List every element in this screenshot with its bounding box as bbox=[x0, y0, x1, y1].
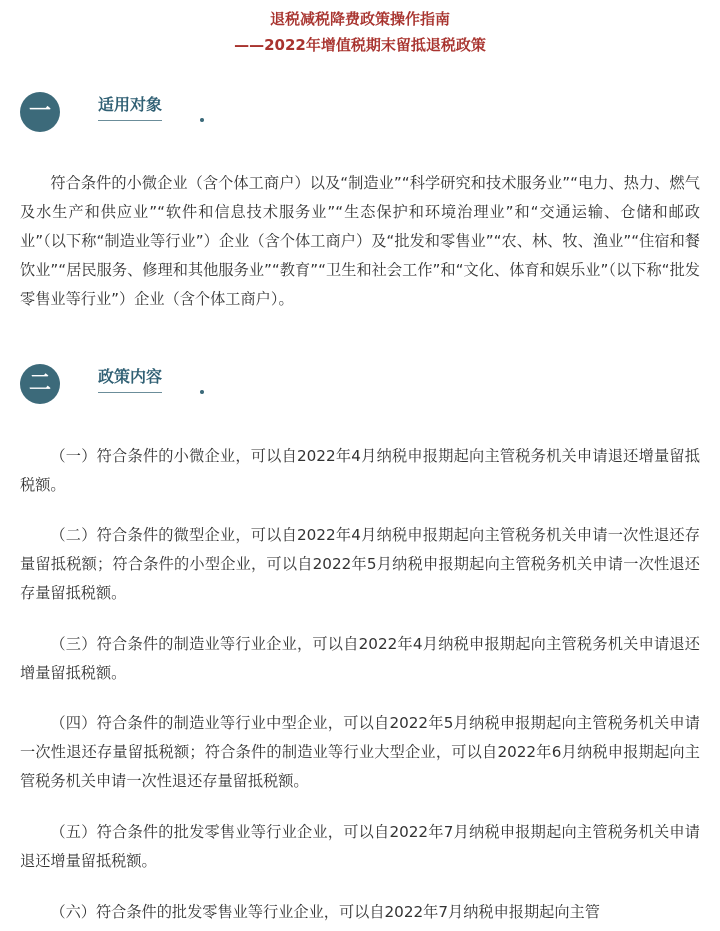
paragraph: （六）符合条件的批发零售业等行业企业，可以自2022年7月纳税申报期起向主管 bbox=[50, 903, 600, 921]
section-number-badge: 一 bbox=[20, 92, 60, 132]
section-number-badge: 二 bbox=[20, 364, 60, 404]
document-title: 退税减税降费政策操作指南 bbox=[269, 10, 450, 28]
paragraph: （二）符合条件的微型企业，可以自2022年4月纳税申报期起向主管税务机关申请一次性退还存量留抵税额；符合条件的小型企业，可以自2022年5月纳税申报期起向主管税务机关申请一次性退还存量留抵税额。 bbox=[20, 526, 700, 602]
section-dot-decoration bbox=[200, 118, 204, 122]
section-heading-applicable-objects bbox=[20, 92, 320, 140]
section-title: 政策内容 bbox=[98, 366, 162, 393]
paragraph: （五）符合条件的批发零售业等行业企业，可以自2022年7月纳税申报期起向主管税务机关申请退还增量留抵税额。 bbox=[20, 823, 700, 870]
section-title: 适用对象 bbox=[98, 94, 162, 121]
paragraph: 符合条件的小微企业（含个体工商户）以及“制造业”“科学研究和技术服务业”“电力、热力、燃气及水生产和供应业”“软件和信息技术服务业”“生态保护和环境治理业”和“交通运输、仓储和邮政业”（以下称“制造业等行业”）企业（含个体工商户）及“批发和零售业”“农、林、牧、渔业”“住宿和餐饮业”“居民服务、修理和其他服务业”“教育”“卫生和社会工作”和“文化、体育和娱乐业”（以下称“批发零售业等行业”）企业（含个体工商户）。 bbox=[20, 174, 700, 308]
section-dot-decoration bbox=[200, 390, 204, 394]
section-heading-policy-content bbox=[20, 364, 320, 412]
paragraph: （四）符合条件的制造业等行业中型企业，可以自2022年5月纳税申报期起向主管税务机关申请一次性退还存量留抵税额；符合条件的制造业等行业大型企业，可以自2022年6月纳税申报期起向主管税务机关申请一次性退还存量留抵税额。 bbox=[20, 714, 700, 790]
paragraph: （一）符合条件的小微企业，可以自2022年4月纳税申报期起向主管税务机关申请退还增量留抵税额。 bbox=[20, 447, 700, 494]
paragraph: （三）符合条件的制造业等行业企业，可以自2022年4月纳税申报期起向主管税务机关申请退还增量留抵税额。 bbox=[20, 635, 700, 682]
document-header bbox=[0, 6, 720, 58]
document-subtitle: ——2022年增值税期末留抵退税政策 bbox=[234, 36, 486, 54]
